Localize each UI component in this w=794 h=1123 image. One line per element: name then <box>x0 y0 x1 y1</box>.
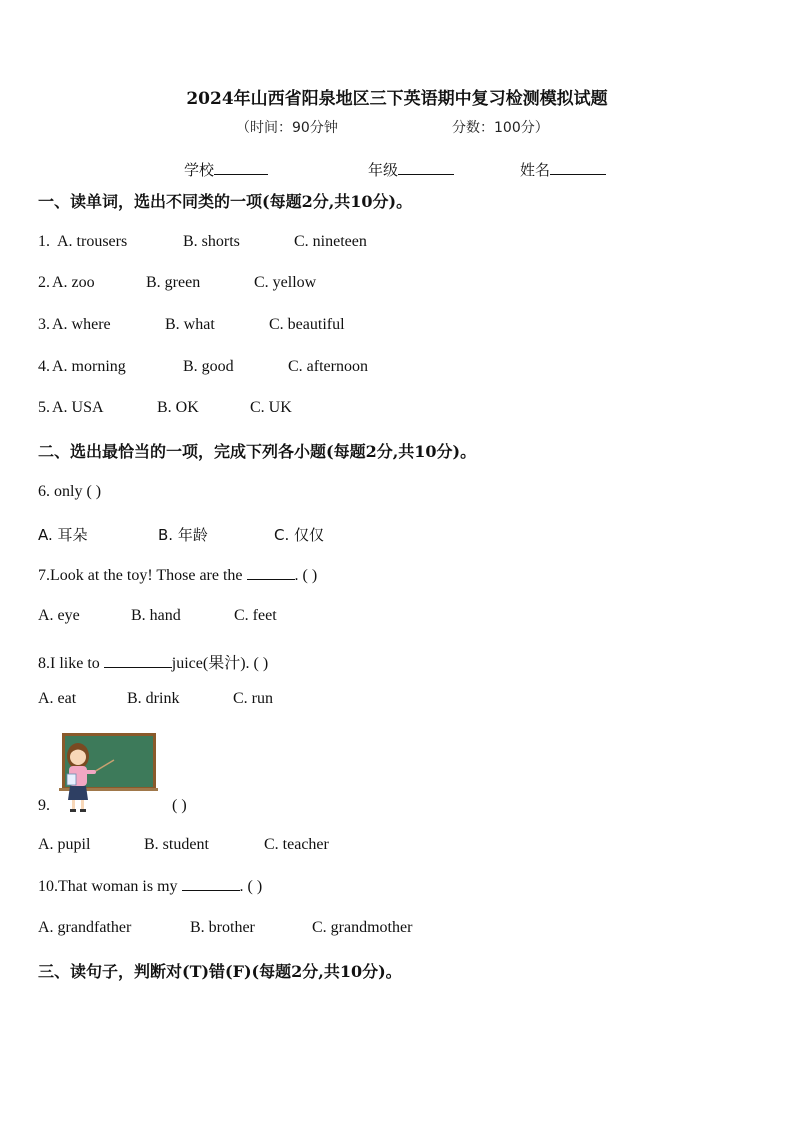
q8-option-c[interactable]: C. run <box>233 690 273 707</box>
question-1-number: 1. <box>38 233 50 250</box>
name-label: 姓名 <box>520 161 551 179</box>
school-label: 学校 <box>184 161 215 179</box>
q4-option-c[interactable]: C. afternoon <box>288 358 368 375</box>
q6-option-b[interactable]: B. 年龄 <box>158 526 208 544</box>
teacher-blackboard-image <box>56 730 160 816</box>
question-2-number: 2. <box>38 274 50 291</box>
grade-field[interactable] <box>368 159 454 180</box>
teacher-book <box>67 774 76 785</box>
section-3-heading: 三、读句子，判断对(T)错(F)(每题2分,共10分)。 <box>38 962 402 981</box>
exam-score: 分数：100分） <box>452 120 549 136</box>
q5-option-b[interactable]: B. OK <box>157 399 199 416</box>
q9-answer-paren[interactable]: ( ) <box>172 797 187 814</box>
teacher-skirt <box>68 786 88 800</box>
q7-option-b[interactable]: B. hand <box>131 607 181 624</box>
q2-option-a[interactable]: A. zoo <box>52 274 95 291</box>
q1-option-a[interactable]: A. trousers <box>57 233 128 250</box>
q1-option-c[interactable]: C. nineteen <box>294 233 367 250</box>
teacher-leg-right <box>81 800 84 810</box>
q5-option-c[interactable]: C. UK <box>250 399 292 416</box>
name-field[interactable] <box>520 159 606 180</box>
q3-option-c[interactable]: C. beautiful <box>269 316 345 333</box>
q10-answer-blank[interactable] <box>182 890 240 891</box>
q4-option-b[interactable]: B. good <box>183 358 234 375</box>
teacher-shoe-left <box>70 809 76 812</box>
question-3-number: 3. <box>38 316 50 333</box>
q7-option-c[interactable]: C. feet <box>234 607 277 624</box>
q10-option-b[interactable]: B. brother <box>190 919 255 936</box>
school-blank[interactable] <box>214 174 268 175</box>
q8-option-b[interactable]: B. drink <box>127 690 180 707</box>
question-8-stem <box>38 650 268 673</box>
page-title: 2024年山西省阳泉地区三下英语期中复习检测模拟试题 <box>186 89 608 109</box>
q9-option-c[interactable]: C. teacher <box>264 836 329 853</box>
q6-option-c[interactable]: C. 仅仅 <box>274 526 325 544</box>
grade-blank[interactable] <box>398 174 454 175</box>
q2-option-c[interactable]: C. yellow <box>254 274 317 291</box>
question-10-stem <box>38 878 262 896</box>
q10-option-a[interactable]: A. grandfather <box>38 919 132 936</box>
q7-answer-blank[interactable] <box>247 579 295 580</box>
q3-option-a[interactable]: A. where <box>52 316 111 333</box>
q6-option-a[interactable]: A. 耳朵 <box>38 526 88 544</box>
question-9-number: 9. <box>38 797 50 814</box>
q10-option-c[interactable]: C. grandmother <box>312 919 413 936</box>
q9-option-a[interactable]: A. pupil <box>38 836 91 853</box>
q4-option-a[interactable]: A. morning <box>52 358 126 375</box>
teacher-shoe-right <box>80 809 86 812</box>
grade-label: 年级 <box>368 161 399 179</box>
q10-stem-end: . ( ) <box>239 878 263 895</box>
section-2-heading: 二、选出最恰当的一项，完成下列各小题(每题2分,共10分)。 <box>38 442 477 461</box>
section-1-heading: 一、读单词，选出不同类的一项(每题2分,共10分)。 <box>38 192 413 211</box>
q9-option-b[interactable]: B. student <box>144 836 209 853</box>
school-field[interactable] <box>184 159 268 180</box>
question-4-number: 4. <box>38 358 50 375</box>
q7-stem-end: . ( ) <box>294 567 318 584</box>
q10-stem-text: 10.That woman is my <box>38 878 182 895</box>
question-6-stem: 6. only ( ) <box>38 483 102 500</box>
q7-option-a[interactable]: A. eye <box>38 607 80 624</box>
q8-stem-text: 8.I like to <box>38 655 104 672</box>
q8-option-a[interactable]: A. eat <box>38 690 77 707</box>
exam-time: （时间：90分钟 <box>236 120 338 136</box>
q7-stem-text: 7.Look at the toy! Those are the <box>38 567 247 584</box>
question-5-number: 5. <box>38 399 50 416</box>
q8-answer-blank[interactable] <box>104 667 172 668</box>
q1-option-b[interactable]: B. shorts <box>183 233 240 250</box>
name-blank[interactable] <box>550 174 606 175</box>
q3-option-b[interactable]: B. what <box>165 316 215 333</box>
question-7-stem <box>38 567 317 585</box>
q5-option-a[interactable]: A. USA <box>52 399 104 416</box>
teacher-arm <box>82 770 96 774</box>
q8-stem-end: juice(果汁). ( ) <box>171 655 269 672</box>
teacher-leg-left <box>72 800 75 810</box>
q2-option-b[interactable]: B. green <box>146 274 201 291</box>
